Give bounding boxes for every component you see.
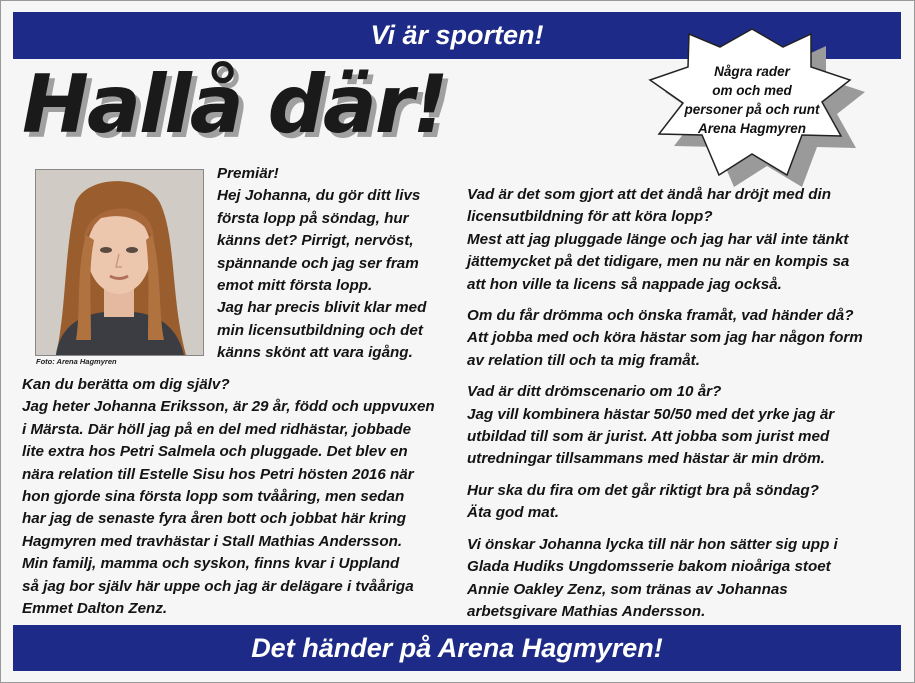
left-line: så jag bor själv här uppe och jag är delägare i tvååriga [22, 577, 414, 595]
starburst-line: personer på och runt [684, 102, 820, 117]
left-line: Jag heter Johanna Eriksson, är 29 år, född och uppvuxen [22, 398, 435, 416]
starburst-line: om och med [712, 83, 792, 98]
right-line: Glada Hudiks Ungdomsserie bakom nioåriga stoet [467, 558, 831, 576]
left-line: Min familj, mamma och syskon, finns kvar i Uppland [22, 555, 400, 573]
qa-paragraph [467, 480, 897, 525]
intro-line: spännande och jag ser fram [217, 254, 419, 272]
right-line: Vad är ditt drömscenario om 10 år? [467, 383, 722, 401]
right-line: Om du får drömma och önska framåt, vad händer då? [467, 307, 854, 325]
qa-paragraph [467, 381, 897, 471]
starburst-text [672, 62, 832, 138]
right-line: utbildad till som är jurist. Att jobba som jurist med [467, 428, 830, 446]
right-line: utredningar tillsammans med hästar är min dröm. [467, 450, 825, 468]
starburst-line: Några rader [714, 64, 790, 79]
intro-text [217, 163, 462, 365]
intro-line: Hej Johanna, du gör ditt livs [217, 187, 421, 205]
right-line: Att jobba med och köra hästar som jag har någon form [467, 329, 863, 347]
photo-caption: Foto: Arena Hagmyren [36, 357, 117, 366]
left-column-text [22, 374, 462, 620]
qa-paragraph [467, 534, 897, 624]
right-line: licensutbildning för att köra lopp? [467, 208, 713, 226]
intro-line: emot mitt första lopp. [217, 277, 373, 295]
right-line: Mest att jag pluggade länge och jag har väl inte tänkt [467, 230, 849, 248]
right-line: arbetsgivare Mathias Andersson. [467, 602, 706, 620]
left-line: hon gjorde sina första lopp som tvååring, men sedan [22, 488, 405, 506]
qa-paragraph [467, 305, 897, 372]
left-line: har jag de senaste fyra åren bott och jobbat här kring [22, 510, 406, 528]
right-line: Jag vill kombinera hästar 50/50 med det yrke jag är [467, 405, 835, 423]
intro-line: Jag har precis blivit klar med [217, 299, 427, 317]
right-line: Vad är det som gjort att det ändå har dröjt med din [467, 186, 831, 203]
starburst-line: Arena Hagmyren [697, 121, 807, 136]
right-line: jättemycket på det tidigare, men nu när en kompis sa [467, 253, 850, 271]
portrait-photo [35, 169, 204, 356]
intro-line: känns skönt att vara igång. [217, 344, 413, 362]
header-title: Vi är sporten! [370, 20, 544, 50]
right-line: att hon ville ta licens så nappade jag också. [467, 275, 782, 293]
right-line: Hur ska du fira om det går riktigt bra på söndag? [467, 481, 819, 499]
left-line: Kan du berätta om dig själv? [22, 376, 230, 393]
right-line: Annie Oakley Zenz, som tränas av Johannas [467, 580, 788, 598]
left-line: lite extra hos Petri Salmela och pluggade. Det blev en [22, 443, 408, 461]
footer-banner [13, 625, 901, 671]
qa-paragraph [467, 184, 897, 296]
right-line: av relation till och ta mig framåt. [467, 351, 700, 369]
portrait-illustration [36, 170, 203, 355]
intro-line: känns det? Pirrigt, nervöst, [217, 232, 414, 250]
right-line: Vi önskar Johanna lycka till när hon sätter sig upp i [467, 535, 838, 553]
left-line: i Märsta. Där höll jag på en del med ridhästar, jobbade [22, 420, 412, 438]
footer-title: Det händer på Arena Hagmyren! [251, 633, 663, 663]
left-line: Hagmyren med travhästar i Stall Mathias Andersson. [22, 532, 403, 550]
left-line: Emmet Dalton Zenz. [22, 600, 168, 618]
right-column-text [467, 184, 897, 632]
headline: Hallå där! [22, 58, 447, 151]
intro-line: min licensutbildning och det [217, 321, 423, 339]
intro-line: Premiär! [217, 165, 279, 182]
left-line: nära relation till Estelle Sisu hos Petri hösten 2016 när [22, 465, 414, 483]
intro-line: första lopp på söndag, hur [217, 209, 409, 227]
right-line: Äta god mat. [467, 504, 559, 522]
